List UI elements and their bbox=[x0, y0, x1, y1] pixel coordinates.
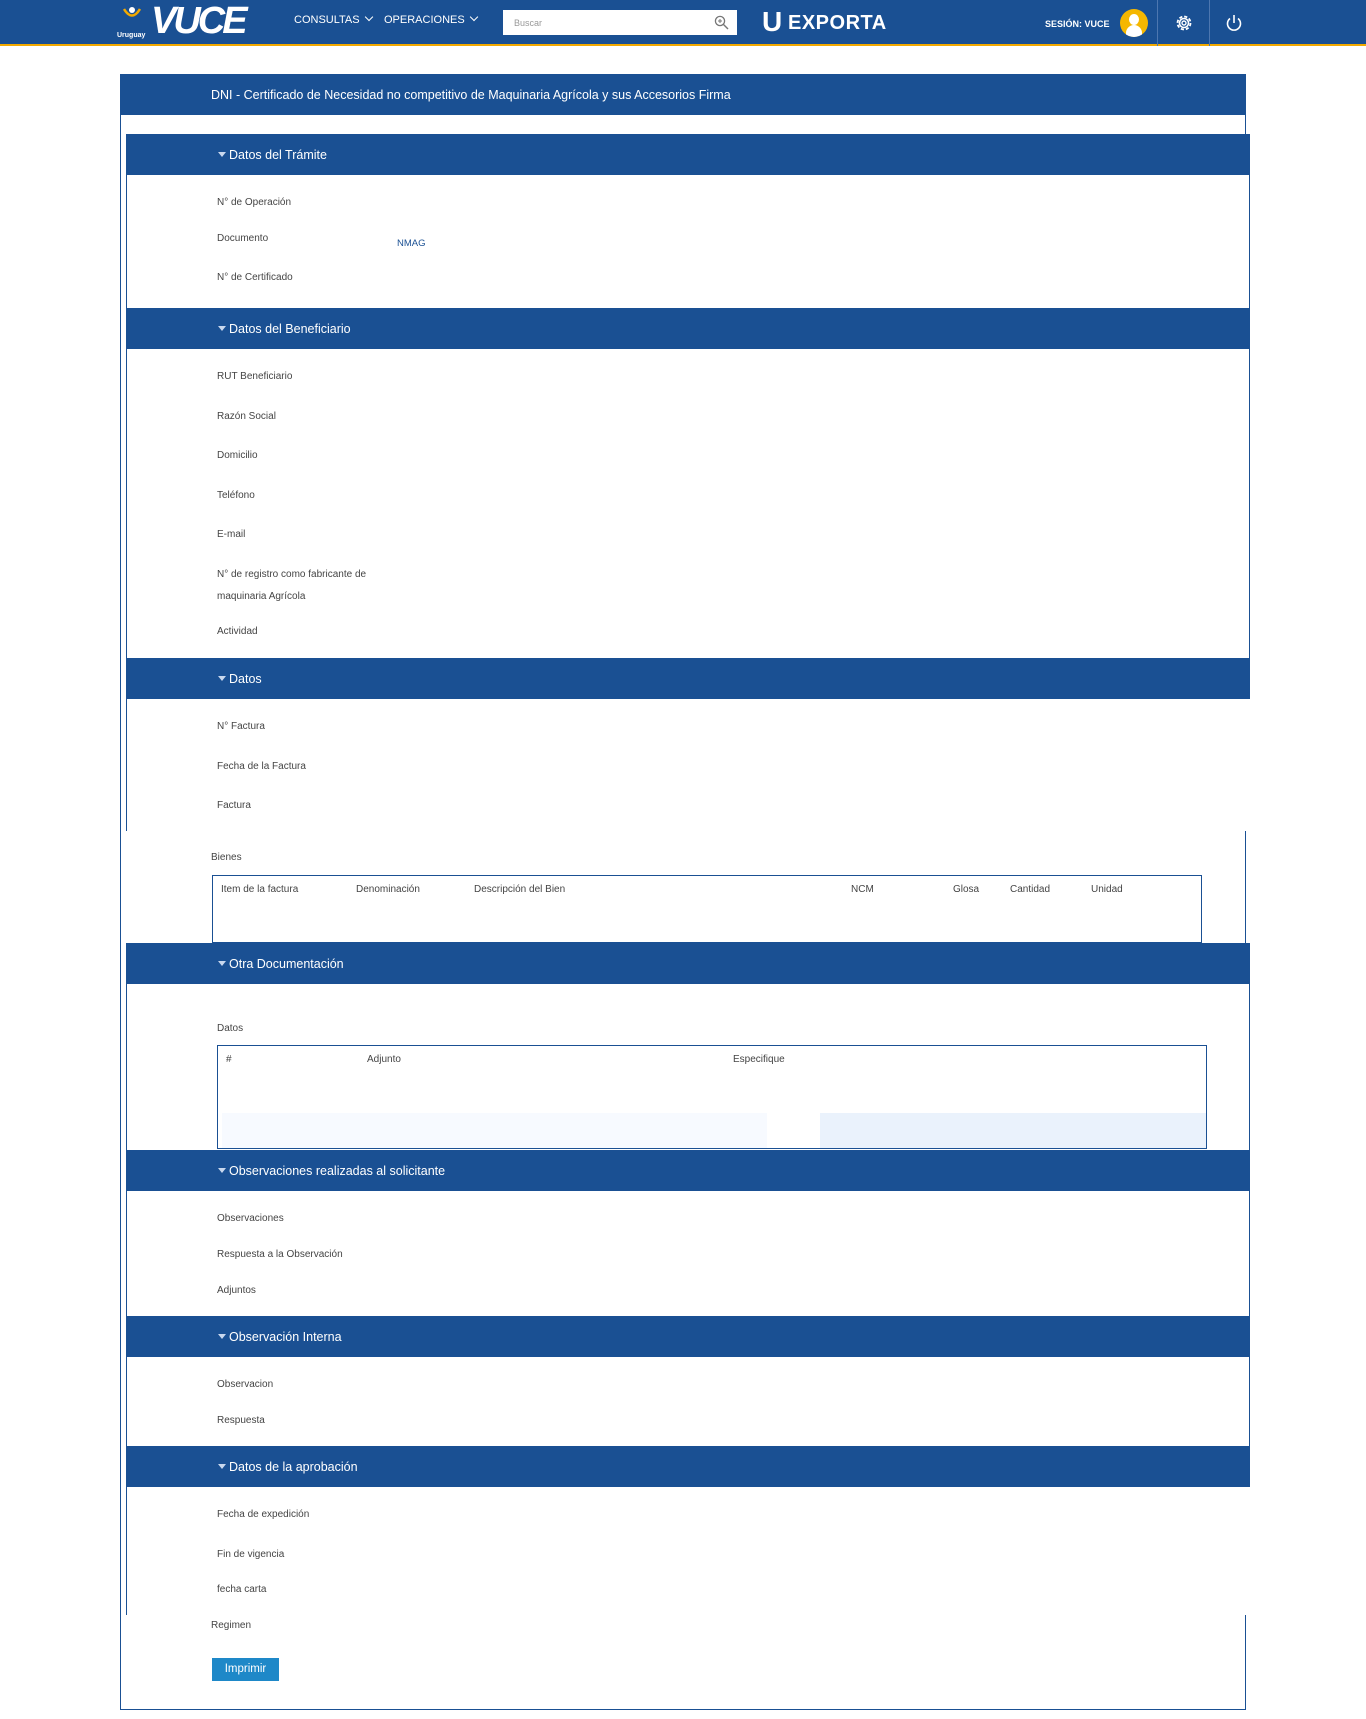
session-label: SESIÓN: VUCE bbox=[1045, 19, 1110, 29]
chevron-down-icon bbox=[364, 13, 372, 21]
section-header-otra-documentacion[interactable] bbox=[126, 943, 1250, 984]
section-title: Datos de la aprobación bbox=[229, 1460, 358, 1474]
field-label-domicilio: Domicilio bbox=[217, 450, 258, 461]
chevron-down-icon bbox=[469, 13, 477, 21]
nav-menu-label: OPERACIONES bbox=[384, 14, 465, 26]
section-title: Otra Documentación bbox=[229, 957, 344, 971]
column-header[interactable]: Denominación bbox=[356, 884, 420, 895]
section-header-beneficiario[interactable] bbox=[126, 308, 1250, 349]
field-label-telefono: Teléfono bbox=[217, 490, 255, 501]
header-divider bbox=[1209, 0, 1210, 46]
field-label-email: E-mail bbox=[217, 529, 246, 540]
search-input[interactable] bbox=[503, 10, 708, 35]
collapse-triangle-icon bbox=[218, 1168, 226, 1173]
collapse-triangle-icon bbox=[218, 1464, 226, 1469]
section-title: Datos bbox=[229, 672, 262, 686]
section-header-observacion-interna[interactable] bbox=[126, 1316, 1250, 1357]
otra-documentacion-grid bbox=[217, 1045, 1207, 1149]
column-header[interactable]: # bbox=[226, 1054, 232, 1065]
section-header-datos[interactable] bbox=[126, 658, 1250, 699]
field-label-respuesta: Respuesta bbox=[217, 1415, 265, 1426]
field-label-operacion: N° de Operación bbox=[217, 197, 292, 208]
section-title: Datos del Trámite bbox=[229, 148, 327, 162]
section-header-observaciones[interactable] bbox=[126, 1150, 1250, 1191]
collapse-triangle-icon bbox=[218, 1334, 226, 1339]
column-header[interactable]: Unidad bbox=[1091, 884, 1123, 895]
section-header-tramite[interactable] bbox=[126, 134, 1250, 175]
bienes-label: Bienes bbox=[211, 852, 242, 863]
column-header[interactable]: Glosa bbox=[953, 884, 980, 895]
section-title: Observación Interna bbox=[229, 1330, 342, 1344]
field-label-fin-vigencia: Fin de vigencia bbox=[217, 1549, 285, 1560]
section-header-aprobacion[interactable] bbox=[126, 1446, 1250, 1487]
logo-country-text: Uruguay bbox=[117, 32, 146, 39]
section-body-beneficiario bbox=[126, 349, 1250, 658]
field-label-fecha-factura: Fecha de la Factura bbox=[217, 761, 306, 772]
header-divider bbox=[1157, 0, 1158, 46]
field-label-adjuntos: Adjuntos bbox=[217, 1285, 256, 1296]
column-header[interactable]: NCM bbox=[851, 884, 874, 895]
field-label-certificado: N° de Certificado bbox=[217, 272, 293, 283]
nav-menu-operaciones[interactable] bbox=[384, 14, 477, 26]
sun-logo-icon bbox=[123, 6, 141, 20]
search-box bbox=[503, 10, 737, 35]
field-label-respuesta-observacion: Respuesta a la Observación bbox=[217, 1249, 343, 1260]
top-navigation-bar bbox=[0, 0, 1366, 46]
field-label-registro-fabricante: N° de registro como fabricante de maquinaria Agrícola bbox=[217, 569, 367, 602]
column-header[interactable]: Descripción del Bien bbox=[474, 884, 566, 895]
collapse-triangle-icon bbox=[218, 326, 226, 331]
field-label-actividad: Actividad bbox=[217, 626, 258, 637]
column-header[interactable]: Especifique bbox=[733, 1054, 785, 1065]
grid-row-placeholder bbox=[820, 1113, 1206, 1148]
regimen-label: Regimen bbox=[211, 1620, 252, 1631]
field-label-fecha-expedicion: Fecha de expedición bbox=[217, 1509, 310, 1520]
vuce-logo[interactable] bbox=[115, 0, 245, 42]
section-title: Datos del Beneficiario bbox=[229, 322, 351, 336]
user-icon bbox=[1129, 14, 1139, 25]
grid-row-placeholder bbox=[222, 1113, 767, 1148]
uexporta-mark: U bbox=[762, 6, 783, 37]
collapse-triangle-icon bbox=[218, 152, 226, 157]
field-label-observaciones: Observaciones bbox=[217, 1213, 284, 1224]
page-title: DNI - Certificado de Necesidad no competitivo de Maquinaria Agrícola y sus Accesorios Firma bbox=[211, 88, 731, 102]
field-label-factura: Factura bbox=[217, 800, 251, 811]
power-icon[interactable] bbox=[1223, 12, 1245, 34]
gear-icon[interactable] bbox=[1173, 12, 1195, 34]
uexporta-wordmark: EXPORTA bbox=[788, 12, 887, 34]
column-header[interactable]: Adjunto bbox=[367, 1054, 401, 1065]
field-label-fecha-carta: fecha carta bbox=[217, 1584, 267, 1595]
column-header[interactable]: Item de la factura bbox=[221, 884, 299, 895]
search-icon[interactable] bbox=[714, 15, 729, 30]
field-label-documento: Documento bbox=[217, 233, 269, 244]
section-title: Observaciones realizadas al solicitante bbox=[229, 1164, 446, 1178]
collapse-triangle-icon bbox=[218, 676, 226, 681]
column-header[interactable]: Cantidad bbox=[1010, 884, 1051, 895]
user-icon-body bbox=[1126, 25, 1142, 37]
datos-grid-label: Datos bbox=[217, 1023, 244, 1034]
field-label-razon-social: Razón Social bbox=[217, 411, 276, 422]
section-body-observacion-interna bbox=[126, 1357, 1250, 1447]
user-avatar[interactable] bbox=[1120, 9, 1148, 37]
nav-menu-label: CONSULTAS bbox=[294, 14, 360, 26]
print-button[interactable]: Imprimir bbox=[212, 1658, 279, 1681]
nav-menu-consultas[interactable] bbox=[294, 14, 372, 26]
page-title-bar bbox=[121, 74, 1245, 115]
field-label-rut: RUT Beneficiario bbox=[217, 371, 293, 382]
section-body-tramite bbox=[126, 175, 1250, 308]
collapse-triangle-icon bbox=[218, 961, 226, 966]
bienes-grid bbox=[212, 875, 1202, 943]
field-label-factura-numero: N° Factura bbox=[217, 721, 265, 732]
logo-wordmark: VUCE bbox=[151, 0, 245, 42]
field-value-documento: NMAG bbox=[397, 238, 426, 249]
field-label-observacion: Observacion bbox=[217, 1379, 274, 1390]
